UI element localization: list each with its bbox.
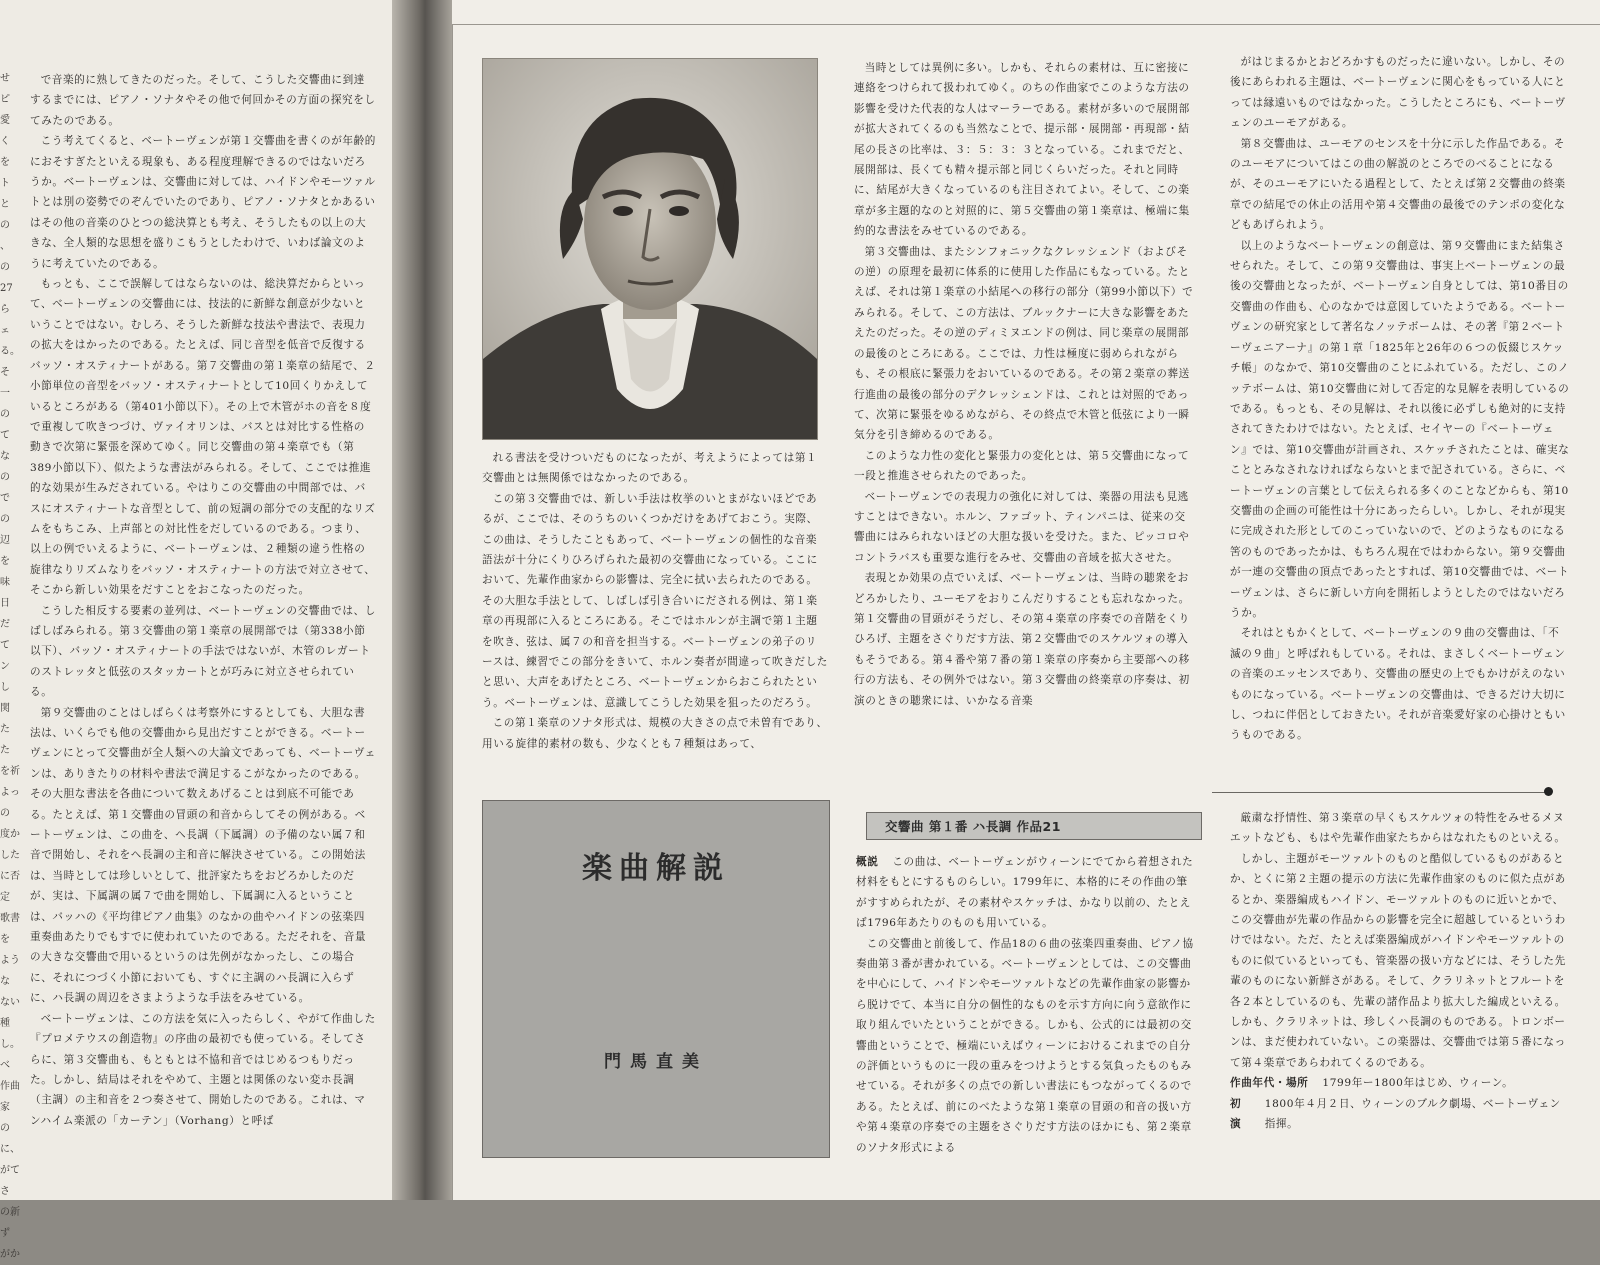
edge-fragment: の — [0, 409, 10, 420]
paragraph: 以上のようなベートーヴェンの創意は、第９交響曲にまた結集させられた。そして、この第９交響曲は、事実上ベートーヴェンの最後の交響曲となったが、ベートーヴェン自身としては、第10番目の交響曲の作曲も、心のなかでは意図していたようである。ベートーヴェンの研究家として著名なノッテボームは、その著『第２ベートーヴェニアーナ』の第１章「1825年と26年の６つの仮綴じスケッチ帳」のなかで、第10交響曲のことにふれている。ただし、このノッテボームは、第10交響曲に対して否定的な見解を表明しているのである。もっとも、その見解は、それ以後に必ずしも絶対的に支持されてきたわけではない。たとえば、セイヤーの『ベートーヴェン』では、第10交響曲が計画され、スケッチされたことは、確実なこととみなされなければならないとまで記されている。さらに、ベートーヴェンの言葉として伝えられる多くのことなどからも、第10交響曲の企画の可能性は十分にあったらしい。しかし、それが現実に完成された形としてのこっていないので、どのようなものになる筈のものであったかは、もちろん現在ではわからない。第９交響曲が一連の交響曲の頂点であったとすれば、第10交響曲では、ベートーヴェンは、さらに新しい方向を開拓しようとしたのではないだろうか。 — [1230, 239, 1570, 619]
edge-fragment: な — [0, 451, 10, 462]
edge-fragment: て — [0, 430, 10, 441]
edge-fragment: よっ — [0, 787, 20, 798]
edge-fragment: し。べ — [0, 1039, 20, 1071]
edge-fragment: の — [0, 262, 10, 273]
paragraph: こう考えてくると、ベートーヴェンが第１交響曲を書くのが年齢的におそすぎたといえる現象も、ある程度理解できるのではないだろうか。ベートーヴェンは、交響曲に対しては、ハイドンやモーツァルトとは別の姿勢でのぞんでいたのであり、ピアノ・ソナタとかあるいはその他の音楽のひとつの総決算とも考え、そうしたもの以上の大きな、全人類的な思想を盛りこもうとしたわけで、いわば論文のように考えていたのである。 — [30, 135, 376, 270]
section-title: 楽曲解説 — [582, 851, 730, 886]
edge-fragment: 、 — [0, 241, 10, 252]
right-page — [452, 0, 1600, 1200]
meta-value: 1799年ー1800年はじめ、ウィーン。 — [1322, 1077, 1514, 1090]
overview-paragraph — [856, 852, 1196, 934]
top-rule — [452, 24, 1600, 25]
edge-fragment: 愛 — [0, 115, 10, 126]
edge-fragment: た — [0, 724, 10, 735]
edge-fragment: ない種 — [0, 997, 20, 1029]
edge-fragment: ン — [0, 661, 10, 672]
author-name: 門馬直美 — [604, 1052, 708, 1072]
paragraph: もっとも、ここで誤解してはならないのは、総決算だからといって、ベートーヴェンの交響曲には、技法的に新鮮な創意が少ないということではない。むしろ、そうした新鮮な技法や書法で、表現力の拡大をはかったのである。たとえば、同じ音型を低音で反復するバッソ・オスティナートがある。第７交響曲の第１楽章の結尾で、２小節単位の音型をバッソ・オスティナートとして10回くりかえしているところがある（第401小節以下）。その上で木管がホの音を８度で重複して吹きつづけ、ヴァイオリンは、バスとは対比する性格の動きで次第に緊張を深めてゆく。同じ交響曲の第４楽章でも（第389小節以下）、似たような書法がみられる。そして、ここでは推進的な効果が生みだされている。やはりこの交響曲の中間部では、バスにオスティナートな音型として、前の短調の部分での支配的なリズムをもちこみ、上声部との対比性をだしているのである。つまり、以上の例でいえるように、ベートーヴェンは、２種類の違う性格の旋律なりリズムなりをバッソ・オスティナートの方法で対立させて、そこから新しい効果をだすことをおこなったのだった。 — [30, 278, 376, 597]
edge-fragment: 27 — [0, 283, 13, 294]
edge-fragment: 味 — [0, 577, 10, 588]
edge-fragment: し — [0, 682, 10, 693]
paragraph: この第３交響曲では、新しい手法は枚挙のいとまがないほどであるが、ここでは、そのうちのいくつかだけをあげておこう。実際、この曲は、そうしたこともあって、ベートーヴェンの個性的な音楽語法が十分にくりひろげられた最初の交響曲になっている。ここにおいて、先輩作曲家からの影響は、完全に拭い去られたのである。その大胆な手法として、しばしば引き合いにだされる例は、第１楽章の再現部に入るところにある。そこではホルンが主調で第１主題を吹き、弦は、属７の和音を担当する。ベートーヴェンの弟子のリースは、練習でこの部分をきいて、ホルン奏者が間違って吹きだしたと思い、大声をあげたところ、ベートーヴェンからおこられたという。ベートーヴェンは、意識してこうした効果を狙ったのだろう。 — [482, 492, 828, 709]
meta-row — [1230, 1073, 1570, 1093]
meta-label: 初演 — [1230, 1097, 1242, 1131]
edge-fragment: 歌書を — [0, 913, 20, 945]
section-divider-rule — [1212, 792, 1546, 793]
paragraph: 第３交響曲は、またシンフォニックなクレッシェンド（およびその逆）の原理を最初に体系的に使用した作品にもなっている。たとえば、それは第１楽章の小結尾への移行の部分（第99小節以下）でみられる。そして、この方法は、ブルックナーに大きな影響をあたえたのだった。その逆のディミヌエンドの例は、同じ楽章の展開部の最後のところにある。ここでは、力性は極度に弱められながらも、その根底に緊張力をおいているのである。その第２楽章の葬送行進曲の最後の部分のデクレッシェンドは、これとは対照的であって、次第に緊張をゆるめながら、その終点で木管と低弦により一瞬気分を引き締めるのである。 — [854, 245, 1194, 442]
left-page-text-column — [30, 70, 376, 1131]
edge-fragment: に否定 — [0, 871, 20, 903]
edge-fragment: した — [0, 850, 20, 861]
left-page-cut-edge-column — [0, 68, 20, 1265]
edge-fragment: のに、 — [0, 1123, 20, 1155]
edge-fragment: ず — [0, 1228, 10, 1239]
meta-label: 作曲年代・場所 — [1230, 1077, 1309, 1090]
edge-fragment: の — [0, 472, 10, 483]
edge-fragment: て — [0, 640, 10, 651]
paragraph: で音楽的に熟してきたのだった。そして、こうした交響曲に到達するまでには、ピアノ・ソナタやその他で何回かその方面の探究をしてみたのである。 — [30, 74, 376, 127]
edge-fragment: を祈 — [0, 766, 20, 777]
paragraph: こうした相反する要素の並列は、ベートーヴェンの交響曲では、しばしばみられる。第３交響曲の第１楽章の展開部では（第338小節以下）、バッソ・オスティナートの手法ではないが、木管のレガートのストレッタと低弦のスタッカートとが巧みに対立させられている。 — [30, 604, 376, 699]
page-border-left — [452, 24, 453, 1200]
paragraph: それはともかくとして、ベートーヴェンの９曲の交響曲は、「不滅の９曲」と呼ばれもしている。それは、まさしくベートーヴェンの音楽のエッセンスであり、交響曲の歴史の上でもかけがえのないものになっている。ベートーヴェンの交響曲は、できるだけ大切にし、つねに伴侶としておきたい。それが音楽愛好家の心掛けともいうものである。 — [1230, 627, 1566, 742]
overview-label: 概説 — [856, 856, 879, 868]
paragraph: ベートーヴェンは、この方法を気に入ったらしく、やがて作曲した『プロメテウスの創造物』の序曲の最初でも使っている。そしてさらに、第３交響曲も、もともとは不協和音ではじめるつもりだった。しかし、結局はそれをやめて、主題とは関係のない変ホ長調（主調）の主和音を２つ奏させて、開始したのである。これは、マンハイム楽派の「カーテン」（Vorhang）と呼ば — [30, 1012, 376, 1127]
edge-fragment: だ — [0, 619, 10, 630]
section-divider-bullet — [1544, 787, 1553, 796]
text-column-d — [856, 852, 1196, 1158]
edge-fragment: 関 — [0, 703, 10, 714]
paragraph: この第１楽章のソナタ形式は、規模の大きさの点で未曽有であり、用いる旋律的素材の数も、少なくとも７種類はあって、 — [482, 717, 828, 750]
meta-value: 1800年４月２日、ウィーンのブルク劇場、ベートーヴェン指揮。 — [1264, 1097, 1561, 1131]
paragraph: 表現とか効果の点でいえば、ベートーヴェンは、当時の聴衆をおどろかしたり、ユーモアをおりこんだりすることも忘れなかった。第１交響曲の冒頭がそうだし、その第４楽章の序奏での音階をくりひろげ、主題をさぐりだす方法、第２交響曲でのスケルツォの導入もそうである。第４番や第７番の第１楽章の序奏から主要部への移行の方法も、その例外ではない。第３交響曲の終楽章の序奏は、初演のときの聴衆には、いかなる音楽 — [854, 572, 1190, 707]
edge-fragment: 辺 — [0, 535, 10, 546]
edge-fragment: ェ — [0, 325, 10, 336]
book-gutter — [392, 0, 452, 1200]
edge-fragment: そ — [0, 367, 10, 378]
edge-fragment: せ — [0, 73, 10, 84]
edge-fragment: ピ — [0, 94, 10, 105]
edge-fragment: の — [0, 220, 10, 231]
paragraph: 厳粛な抒情性、第３楽章の早くもスケルツォの特性をみせるメヌエットなども、もはや先輩作曲家たちからはなれたものといえる。 — [1230, 812, 1566, 845]
edge-fragment: の — [0, 514, 10, 525]
edge-fragment: ら — [0, 304, 10, 315]
paragraph: 第８交響曲は、ユーモアのセンスを十分に示した作品である。そのユーモアについてはこの曲の解説のところでのべることになるが、そのユーモアにいたる過程として、たとえば第２交響曲の終楽章での結尾での休止の活用や第４交響曲の最後でのテンポの変化などもあげられよう。 — [1230, 137, 1566, 232]
edge-fragment: 度か — [0, 829, 20, 840]
paragraph: しかし、主題がモーツァルトのものと酷似しているものがあるとか、とくに第２主題の提示の方法に先輩作曲家のものに似た点があるとか、楽器編成もハイドン、モーツァルトのものに近いとかで、この交響曲が先輩の作品からの影響を完全に超越しているというわけではない。ただ、たとえば楽器編成がハイドンやモーツァルトのものに似ているといっても、管楽器の扱い方などには、そうした先輩のものにない新鮮さがある。そして、クラリネットとフルートを各２本としているのも、先輩の諸作品より拡大した編成といえる。しかも、クラリネットは、珍しくハ長調のものである。トロンボーンは、まだ使われていない。この楽器は、交響曲では第５番になって第４楽章であらわれてくるのである。 — [1230, 852, 1566, 1069]
edge-fragment: の — [0, 808, 10, 819]
paragraph: れる書法を受けついだものになったが、考えようによっては第１交響曲とは無関係ではなかったのである。 — [482, 452, 818, 485]
edge-fragment: る。 — [0, 346, 20, 357]
edge-fragment: 日 — [0, 598, 10, 609]
symphony-heading: 交響曲 第１番 ハ長調 作品21 — [866, 812, 1202, 840]
beethoven-portrait-image — [482, 58, 818, 440]
paragraph: 当時としては異例に多い。しかも、それらの素材は、互に密接に連絡をつけられて扱われてゆく。のちの作曲家でこのような方法の影響を受けた代表的な人はマーラーである。素材が多いので展開部が拡大されてくるのも当然なことで、提示部・展開部・再現部・結尾の長さの比率は、３：５：３：３となっている。これまでだと、展開部は、長くても精々提示部と同じくらいだった。それと同時に、結尾が大きくなっているのも注目されてよい。そして、この楽章が多主題的なのと対照的に、第５交響曲の第１楽章は、極端に集約的な書法をみせているのである。 — [854, 62, 1190, 238]
edge-fragment: 作曲家 — [0, 1081, 20, 1113]
edge-fragment: の新 — [0, 1207, 20, 1218]
meta-row — [1230, 1094, 1570, 1135]
text-column-e — [1230, 808, 1570, 1135]
paragraph: 第９交響曲のことはしばらくは考察外にするとしても、大胆な書法は、いくらでも他の交響曲から見出だすことができる。ベートーヴェンにとって交響曲が全人類への大論文であっても、ベートーヴェンは、ありきたりの材料や書法で満足するこがなかったのである。その大胆な書法を各曲について数えあげることは到底不可能である。たとえば、第１交響曲の冒頭の和音からしてその例がある。ベートーヴェンは、この曲を、ヘ長調（下属調）の予備のない属７和音で開始し、それをヘ長調の主和音に解決させている。この開始法は、当時としては珍しいとして、批評家たちをおどろかしたのだが、実は、下属調の属７で曲を開始し、下属調に入るということは、バッハの《平均律ピアノ曲集》のなかの曲やハイドンの弦楽四重奏曲あたりでもすでに使われていたのである。ただそれを、音量の大きな交響曲で用いるというのは先例がなかったし、この場合に、それにつづく小節においても、すぐに主調のハ長調に入らずに、ハ長調の周辺をさまようような手法をみせている。 — [30, 706, 376, 1005]
edge-fragment: ト — [0, 178, 10, 189]
edge-fragment: た — [0, 745, 10, 756]
section-title-box — [482, 800, 830, 1158]
edge-fragment: ような — [0, 955, 20, 987]
edge-fragment: を — [0, 157, 10, 168]
edge-fragment: で — [0, 493, 10, 504]
overview-text: この曲は、ベートーヴェンがウィーンにでてから着想された材料をもとにするものらしい。1799年に、本格的にその作曲の筆がすすめられたが、その素材やスケッチは、かなり以前の、たとえば1796年あたりのものも用いている。 — [856, 856, 1194, 930]
left-page — [0, 0, 392, 1260]
paragraph: がはじまるかとおどろかすものだったに違いない。しかし、その後にあらわれる主題は、ベートーヴェンに関心をもっている人にとっては縁遠いものではなかった。こうしたところにも、ベートーヴェンのユーモアがある。 — [1230, 56, 1566, 130]
edge-fragment: がてさ — [0, 1165, 20, 1197]
edge-fragment: がか — [0, 1249, 20, 1260]
paragraph: このような力性の変化と緊張力の変化とは、第５交響曲になって一段と推進させられたのであった。 — [854, 449, 1190, 483]
paragraph: ベートーヴェンでの表現力の強化に対しては、楽器の用法も見逃すことはできない。ホルン、ファゴット、ティンパニは、従来の交響曲にはみられないほどの大胆な扱いを受けた。また、ピッコロやコントラバスも重要な進行をみせ、交響曲の音域を拡大させた。 — [854, 490, 1190, 564]
edge-fragment: を — [0, 556, 10, 567]
edge-fragment: と — [0, 199, 10, 210]
paragraph: この交響曲と前後して、作品18の６曲の弦楽四重奏曲、ピアノ協奏曲第３番が書かれている。ベートーヴェンとしては、この交響曲を中心にして、ハイドンやモーツァルトなどの先輩作曲家の影響から脱けでて、本当に自分の個性的なものを示す方向に向う意欲作に取り組んでいたということができる。しかも、公式的には最初の交響曲ということで、極端にいえばウィーンにおけるこれまでの自分の評価というものに一段の重みをつけようとする気負ったものもみせている。それが多くの点での新しい書法にもつながってくるのである。たとえば、前にのべたような第１楽章の冒頭の和音の扱い方や第４楽章の序奏での主題をさぐりだす方法のほかにも、第２楽章のソナタ形式による — [856, 937, 1194, 1154]
text-column-c — [1230, 52, 1570, 746]
edge-fragment: 一 — [0, 388, 10, 399]
text-column-b — [854, 58, 1196, 711]
edge-fragment: く — [0, 136, 10, 147]
text-column-a — [482, 448, 828, 754]
